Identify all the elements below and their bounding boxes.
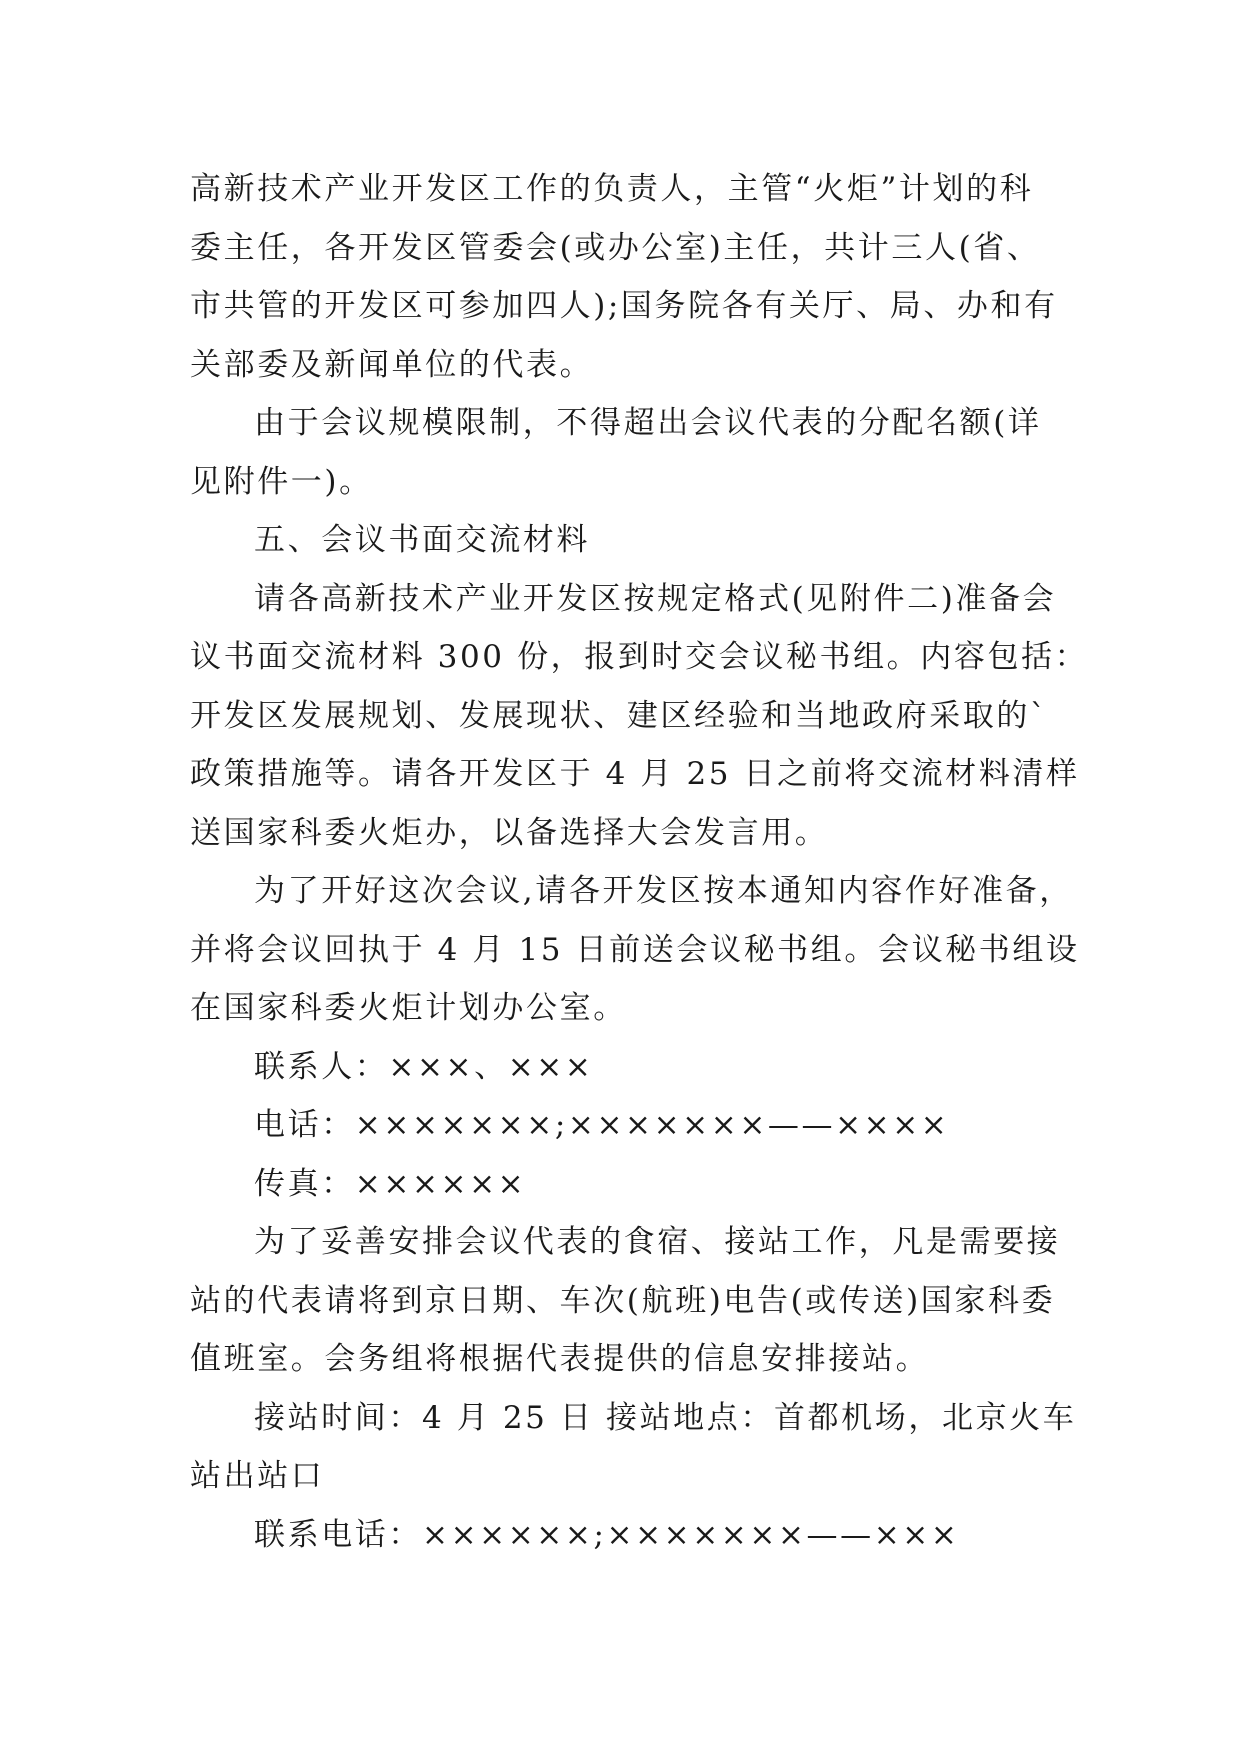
text-line: 为了妥善安排会议代表的食宿、接站工作，凡是需要接	[254, 1224, 1061, 1260]
text-line: 五、会议书面交流材料	[254, 522, 590, 558]
text-line: 为了开好这次会议,请各开发区按本通知内容作好准备，	[254, 873, 1073, 909]
text-line: 请各高新技术产业开发区按规定格式(见附件二)准备会	[254, 580, 1057, 617]
document-body	[190, 160, 1089, 1564]
text-line: 站的代表请将到京日期、车次(航班)电告(或传送)国家科委	[190, 1282, 1056, 1319]
text-line: 电话：×××××××;×××××××——××××	[254, 1107, 950, 1143]
text-line: 政策措施等。请各开发区于 4 月 25 日之前将交流材料清样	[190, 756, 1080, 792]
text-line: 委主任，各开发区管委会(或办公室)主任，共计三人(省、	[190, 229, 1041, 266]
text-line: 传真：××××××	[254, 1165, 527, 1202]
text-line: 接站时间：4 月 25 日 接站地点：首都机场，北京火车	[254, 1399, 1077, 1436]
text-line: 市共管的开发区可参加四人);国务院各有关厅、局、办和有	[190, 288, 1058, 324]
text-line: 高新技术产业开发区工作的负责人，主管“火炬”计划的科	[190, 171, 1034, 207]
text-line: 值班室。会务组将根据代表提供的信息安排接站。	[190, 1341, 930, 1377]
text-line: 并将会议回执于 4 月 15 日前送会议秘书组。会议秘书组设	[190, 931, 1080, 968]
text-line: 联系人：×××、×××	[254, 1048, 594, 1085]
text-line: 在国家科委火炬计划办公室。	[190, 990, 627, 1026]
text-line: 联系电话：××××××;×××××××——×××	[254, 1516, 960, 1553]
text-line: 见附件一)。	[190, 463, 373, 500]
text-line: 关部委及新闻单位的代表。	[190, 346, 594, 383]
text-line: 议书面交流材料 300 份，报到时交会议秘书组。内容包括：	[190, 639, 1089, 675]
text-line: 由于会议规模限制，不得超出会议代表的分配名额(详	[254, 405, 1042, 441]
text-line: 送国家科委火炬办，以备选择大会发言用。	[190, 814, 829, 851]
text-line: 站出站口	[190, 1458, 325, 1494]
text-line: 开发区发展规划、发展现状、建区经验和当地政府采取的`	[190, 697, 1049, 734]
